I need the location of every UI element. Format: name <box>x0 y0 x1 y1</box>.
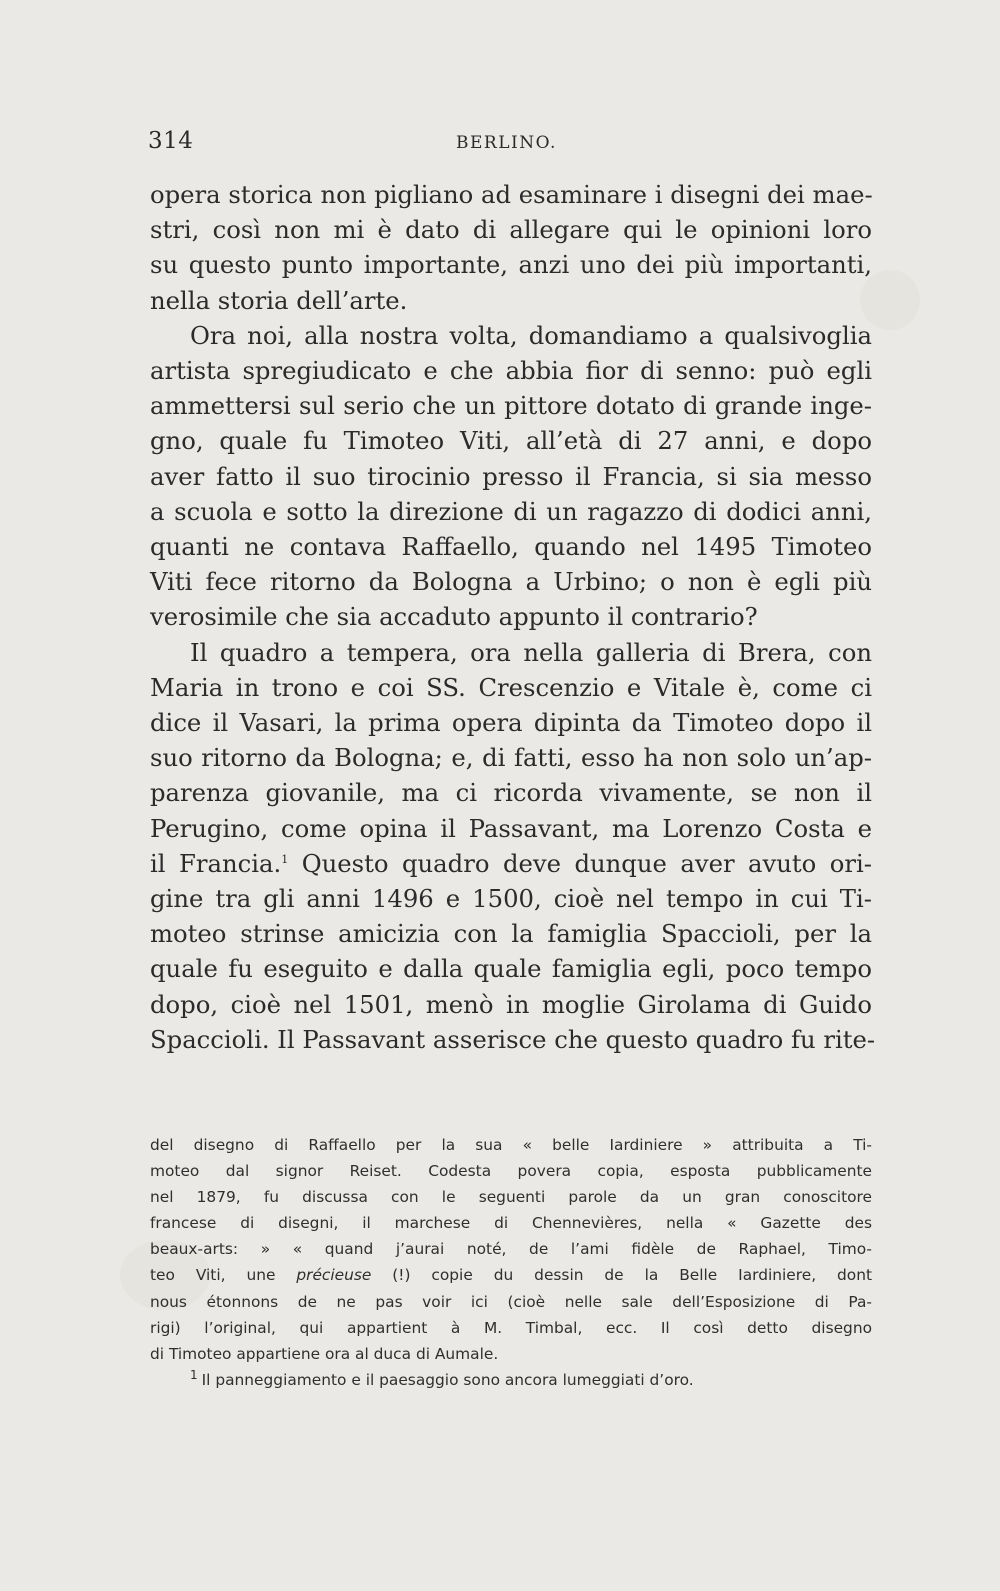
body-line: Il quadro a tempera, ora nella galleria di Brera, con <box>190 637 872 667</box>
body-line: aver fatto il suo tirocinio presso il Francia, si sia messo <box>150 461 872 491</box>
body-line: dice il Vasari, la prima opera dipinta da Timoteo dopo il <box>150 708 872 738</box>
body-line: Maria in trono e coi SS. Crescenzio e Vitale è, come ci <box>150 672 872 702</box>
footnote-marker: 1 <box>281 852 289 866</box>
running-title: BERLINO. <box>456 133 557 153</box>
body-line: artista spregiudicato e che abbia fior di senno: può egli <box>150 356 872 386</box>
body-line-part: Questo quadro deve dunque aver avuto ori- <box>301 848 872 878</box>
footnote-line: nel 1879, fu discussa con le seguenti parole da un gran conoscitore <box>150 1188 872 1207</box>
body-line: verosimile che sia accaduto appunto il contrario? <box>150 602 758 632</box>
body-line: stri, così non mi è dato di allegare qui le opinioni loro <box>150 215 872 245</box>
body-line: su questo punto importante, anzi uno dei più importanti, <box>150 250 872 280</box>
body-line: a scuola e sotto la direzione di un ragazzo di dodici anni, <box>150 496 872 526</box>
body-line: Ora noi, alla nostra volta, domandiamo a qualsivoglia <box>190 320 872 350</box>
body-line: parenza giovanile, ma ci ricorda vivamente, se non il <box>150 778 872 808</box>
footnotes <box>150 1132 872 1393</box>
body-line: gine tra gli anni 1496 e 1500, cioè nel tempo in cui Ti- <box>150 884 872 914</box>
page-header <box>148 128 868 162</box>
body-line: moteo strinse amicizia con la famiglia Spaccioli, per la <box>150 919 872 949</box>
body-text <box>150 177 876 1057</box>
footnote-line: francese di disegni, il marchese di Chennevières, nella « Gazette des <box>150 1214 872 1233</box>
italic-word: précieuse <box>296 1266 372 1285</box>
body-line: opera storica non pigliano ad esaminare i disegni dei mae- <box>150 180 873 209</box>
body-line: Viti fece ritorno da Bologna a Urbino; o non è egli più <box>150 567 872 597</box>
body-line: gno, quale fu Timoteo Viti, all’età di 27 anni, e dopo <box>150 426 872 456</box>
body-line: nella storia dell’arte. <box>150 285 408 315</box>
footnote-line: moteo dal signor Reiset. Codesta povera copia, esposta pubblicamente <box>150 1162 872 1181</box>
footnote-line: teo Viti, une précieuse (!) copie du dessin de la Belle Iardiniere, dont <box>150 1266 873 1285</box>
body-line: dopo, cioè nel 1501, menò in moglie Girolama di Guido <box>150 989 872 1019</box>
footnote-line: nous étonnons de ne pas voir ici (cioè nelle sale dell’Esposizione di Pa- <box>150 1292 872 1311</box>
footnote-text: Il panneggiamento e il paesaggio sono ancora lumeggiati d’oro. <box>201 1370 694 1389</box>
body-line: Spaccioli. Il Passavant asserisce che questo quadro fu rite- <box>150 1024 876 1054</box>
footnote-line: di Timoteo appartiene ora al duca di Aumale. <box>150 1344 499 1363</box>
footnote-number: 1 <box>190 1367 198 1382</box>
body-line: quanti ne contava Raffaello, quando nel 1495 Timoteo <box>150 532 872 562</box>
body-line: suo ritorno da Bologna; e, di fatti, esso ha non solo un’ap- <box>150 743 872 773</box>
footnote-1 <box>150 1367 872 1393</box>
footnote-line: rigi) l’original, qui appartient à M. Timbal, ecc. Il così detto disegno <box>150 1318 872 1337</box>
body-line: quale fu eseguito e dalla quale famiglia egli, poco tempo <box>150 954 872 984</box>
footnote-line: beaux-arts: » « quand j’aurai noté, de l’ami fidèle de Raphael, Timo- <box>150 1240 872 1259</box>
body-line: ammettersi sul serio che un pittore dotato di grande inge- <box>150 391 872 421</box>
page-number: 314 <box>148 128 194 154</box>
body-line: Perugino, come opina il Passavant, ma Lorenzo Costa e <box>150 813 872 843</box>
footnote-line: del disegno di Raffaello per la sua « belle Iardiniere » attribuita a Ti- <box>150 1136 872 1154</box>
body-line-with-note <box>150 846 872 881</box>
body-line-part: il Francia. <box>150 848 282 878</box>
